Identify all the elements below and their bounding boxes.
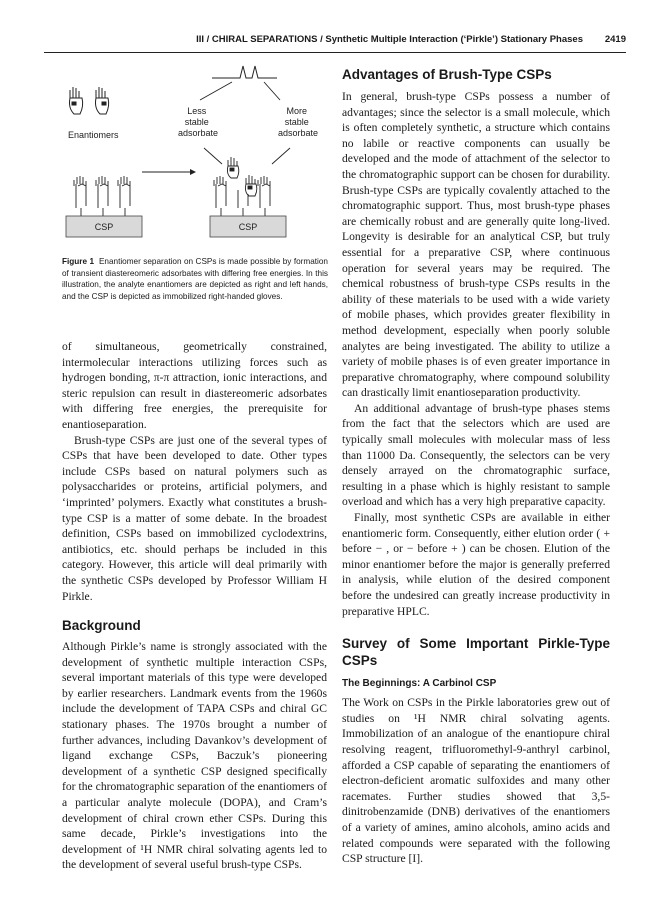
running-header bbox=[0, 34, 668, 48]
arrow-less-to-csp bbox=[204, 148, 222, 164]
right-column bbox=[342, 67, 610, 867]
heading-background: Background bbox=[62, 618, 141, 634]
right-paragraph-1: In general, brush-type CSPs possess a number of advantages; since the selector is a small molecule, which is often completely synthetic, a structure which contains no labile or reactive components can usually be developed and the mode of attachment of the selector to the chromatographic support can be chosen for durability. Brush-type CSPs are typically covalently attached to the chromatographic support. Thus, most brush-type phases are chemically robust and are generally quite long-lived. Longevity is desirable for an analytical CSP, but truly essential for a preparative CSP, where continuous operation for several years may be required. The chemical robustness of brush-type CSPs results in the ability of these materials to be used with a wide variety of mobile phases, which provides greater flexibility in method development, especially when poorly soluble analytes are being investigated. The ability to utilize a variety of mobile phases is of even greater importance in preparative chromatography, where compound solubility can drastically limit enantioseparation productivity. bbox=[342, 90, 610, 400]
header-rule bbox=[44, 52, 626, 53]
left-paragraph-3: Although Pirkle’s name is strongly associated with the development of synthetic multiple interaction CSPs, several important materials of this type were developed by earlier researchers. Landmark events from the 1960s include the development of TAPA CSPs and chiral GC stationary phases. The 1970s brought a number of further advances, including Davankov’s development of ligand exchange CSPs, Baczuk’s pioneering development of a synthetic CSP designed specifically for the chromatographic separation of the enantiomers of a particular analyte molecule (DOPA), and Cram’s development of chiral crown ether CSPs. During this same decade, Pirkle’s investigations into the development of ¹H NMR chiral solvating agents led to the development of several useful brush-type CSPs. bbox=[62, 640, 327, 872]
less-stable-label-line: Less bbox=[187, 106, 207, 116]
csp-adsorbate-right-icon bbox=[214, 157, 270, 216]
heading-advantages: Advantages of Brush-Type CSPs bbox=[342, 67, 552, 82]
figure-1-diagram bbox=[62, 60, 332, 260]
running-header-title: III / CHIRAL SEPARATIONS / Synthetic Multiple Interaction (‘Pirkle’) Stationary Phases bbox=[196, 34, 583, 45]
heading-survey: Survey of Some Important Pirkle-Type CSPs bbox=[342, 636, 610, 669]
chromatogram-trace bbox=[212, 66, 277, 78]
figure-caption bbox=[62, 256, 328, 302]
right-paragraph-3: Finally, most synthetic CSPs are available in either enantiomeric form. Consequently, either elution order ( + before − , or − before + ) can be chosen. Elution of the minor enantiomer before the major is generally preferred in analysis, while elution of the desired component before the undesired can greatly increase productivity in preparative HPLC. bbox=[342, 511, 610, 618]
more-stable-label: More stable adsorbate bbox=[277, 106, 319, 138]
figure-1 bbox=[62, 60, 332, 260]
right-paragraph-2: An additional advantage of brush-type phases stems from the fact that the selectors which are used are typically small molecules with molecular mass of less than 11000 Da. Consequently, the selectors can be very densely arrayed on the chromatographic surface, resulting in a phase which is highly resistant to sample overload and which has a very high preparative capacity. bbox=[342, 401, 610, 509]
page-number: 2419 bbox=[604, 34, 626, 45]
arrow-more-to-csp bbox=[272, 148, 290, 164]
enantiomers-label: Enantiomers bbox=[68, 130, 119, 140]
left-paragraph-2: Brush-type CSPs are just one of the several types of CSPs that have been developed to date. Other types include CSPs based on natural polymers such as polysaccharides or proteins, artificial polymers, and ‘imprinted’ polymers. Exactly what constitutes a brush-type CSP is a matter of some debate. In the broadest definition, CSPs based on immobilized cyclodextrins, antibiotics, etc. should perhaps be included in this category. However, this article will deal primarily with the synthetic CSPs developed by Professor William H Pirkle. bbox=[62, 433, 327, 603]
figure-caption-text: Enantiomer separation on CSPs is made possible by formation of transient diastereomeric adsorbates with differing free energies. In this illustration, the analyte enantiomers are depicted as right and left hands, and the CSP is depicted as immobilized right-handed gloves. bbox=[62, 257, 328, 301]
left-column bbox=[62, 339, 327, 873]
left-paragraph-1: of simultaneous, geometrically constrained, intermolecular interactions utilizing forces such as hydrogen bonding, π-π attraction, ionic interactions, and steric repulsion can result in diastereomeric adsorbates with differing free energies, the prerequisite for enantioseparation. bbox=[62, 340, 327, 431]
csp-left-label: CSP bbox=[94, 222, 114, 232]
less-stable-label: Less stable adsorbate bbox=[177, 106, 219, 138]
arrow-to-more-stable bbox=[264, 82, 280, 100]
enantiomer-hands-icon bbox=[70, 87, 109, 114]
right-paragraph-4: The Work on CSPs in the Pirkle laboratories grew out of studies on ¹H NMR chiral solvating agents. Immobilization of an analogue of the enantiopure chiral resolving reagent, trifluoromethyl-9-anthryl carbinol, afforded a CSP capable of separating the enantiomers of electron-deficient aromatic sulfoxides and many other racemates. Further studies showed that 3,5-dinitrobenzamide (DNB) derivatives of the enantiomers of a variety of amines, amino alcohols, amino acids and related compounds were separated with the following CSP structure [I]. bbox=[342, 696, 610, 866]
arrow-to-less-stable bbox=[200, 82, 232, 100]
csp-gloves-left-icon bbox=[74, 176, 130, 216]
figure-caption-label: Figure 1 bbox=[62, 257, 95, 266]
csp-right-label: CSP bbox=[238, 222, 258, 232]
heading-beginnings: The Beginnings: A Carbinol CSP bbox=[342, 678, 497, 690]
